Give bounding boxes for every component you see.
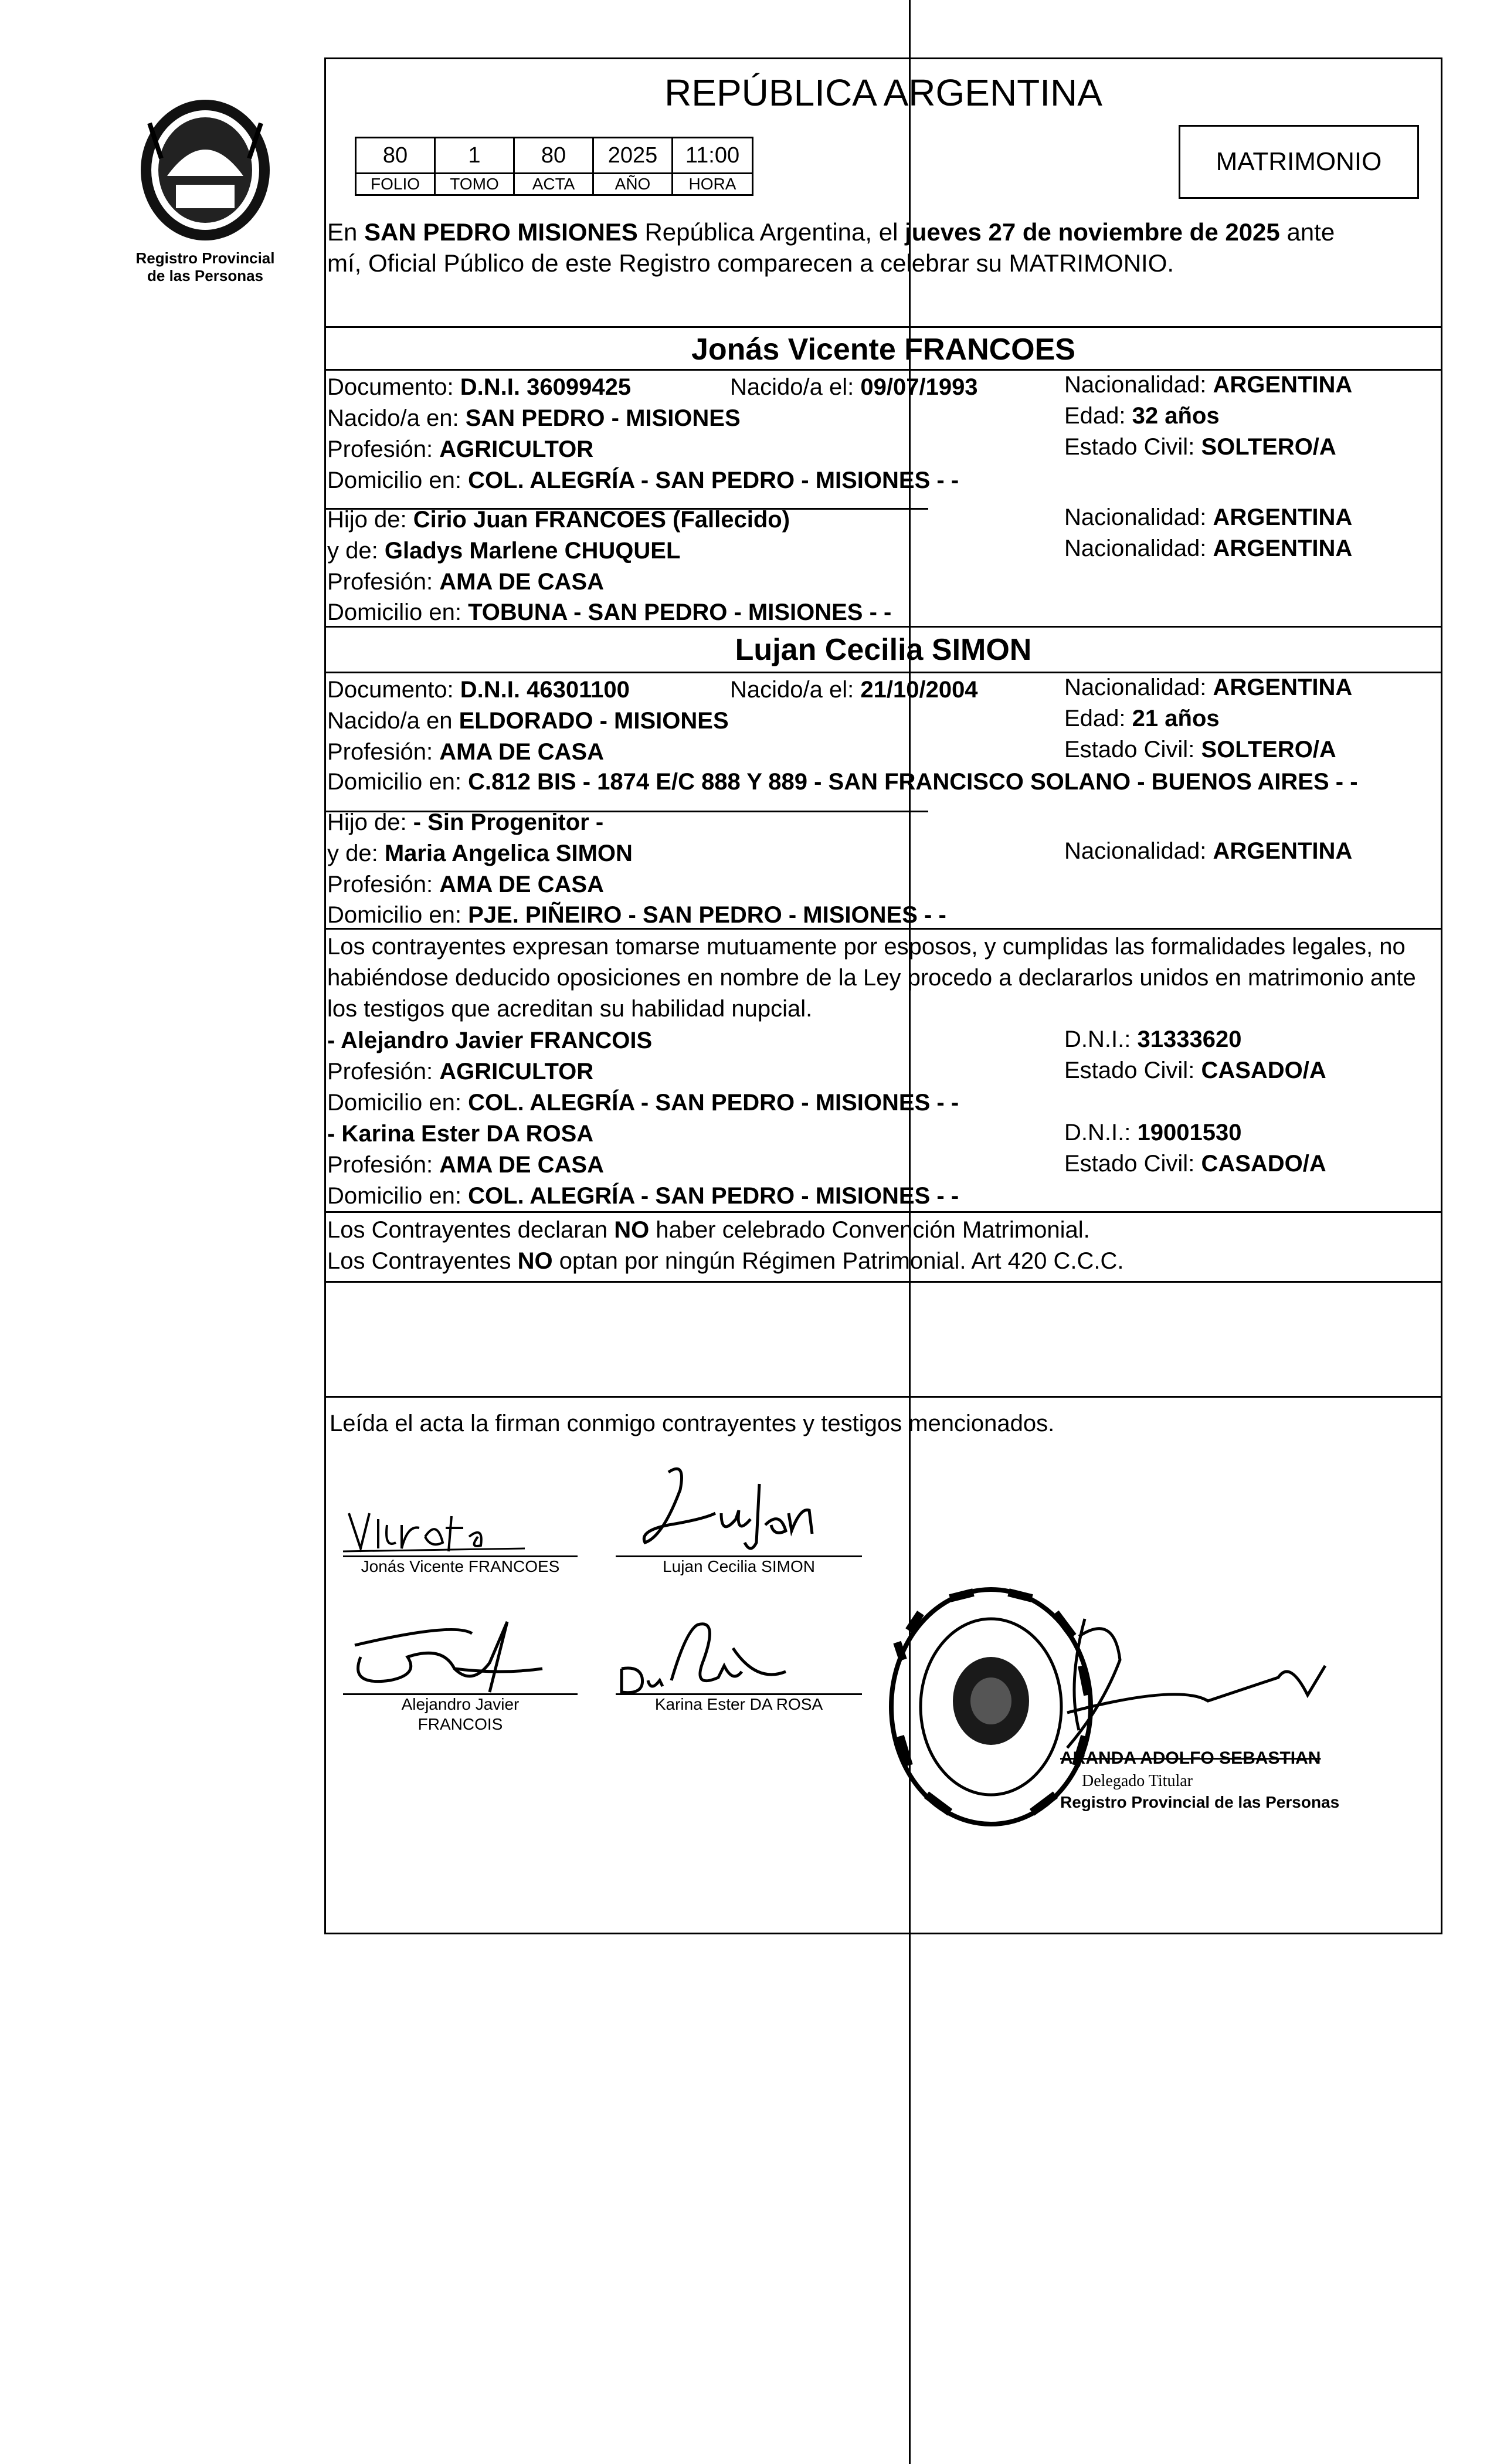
intro-pre: En [327,218,365,246]
spouse1-padre [327,506,790,534]
value: D.N.I. 36099425 [460,374,632,400]
value: 31333620 [1137,1026,1242,1052]
value: AMA DE CASA [439,1152,604,1178]
label: Estado Civil: [1064,737,1195,762]
spouse1-prof-padres [327,568,604,596]
province-seal-icon [126,88,284,246]
acta-label: ACTA [513,172,594,196]
convention-line1 [327,1216,1090,1244]
witness1-domicilio [327,1089,959,1117]
value: SOLTERO/A [1201,434,1336,460]
logo-caption-line2: de las Personas [147,267,263,284]
official-signature [1032,1613,1337,1765]
value: 19001530 [1137,1120,1242,1145]
witness1-profesion [327,1058,593,1086]
signature-label-alejandro-l1: Alejandro Javier [401,1695,520,1713]
signature-label-karina: Karina Ester DA ROSA [654,1695,823,1713]
spouse2-madre [327,839,633,867]
anio-label: AÑO [592,172,673,196]
convention-line2 [327,1247,1124,1275]
value: ARGENTINA [1213,535,1353,561]
label: Profesión: [327,872,433,897]
value: 09/07/1993 [860,374,978,400]
label: Domicilio en: [327,1090,461,1116]
spouse1-madre [327,537,680,565]
divider [324,1396,1442,1398]
value: ELDORADO - MISIONES [459,708,729,734]
value: CASADO/A [1201,1058,1326,1083]
value: AMA DE CASA [439,872,604,897]
label: Hijo de: [327,507,407,533]
closing-text: Leída el acta la firman conmigo contrayentes y testigos mencionados. [330,1411,1055,1436]
label: Nacionalidad: [1064,838,1207,864]
folio-label: FOLIO [355,172,436,196]
spouse2-madre-nac [1064,837,1352,865]
spouse1-estado [1064,433,1336,461]
label: Hijo de: [327,809,407,835]
value: 32 años [1132,403,1220,429]
signature-label-jonas: Jonás Vicente FRANCOES [361,1557,560,1575]
value: Maria Angelica SIMON [384,840,633,866]
spouse2-profesion [327,738,604,766]
label: Documento: [327,677,454,703]
label: Profesión: [327,1059,433,1084]
value: PJE. PIÑEIRO - SAN PEDRO - MISIONES - - [468,902,946,928]
witness1-estado [1064,1056,1326,1084]
spouse1-dom-padres [327,598,891,626]
label: Profesión: [327,1152,433,1178]
witness2-domicilio [327,1182,959,1210]
value: Gladys Marlene CHUQUEL [384,538,681,564]
label: Domicilio en: [327,599,461,625]
intro-mid: República Argentina, el [637,218,905,246]
spouse2-domicilio [327,768,1358,796]
label: Nacido/a en [327,708,453,734]
intro-post: ante [1279,218,1335,246]
label: Nacionalidad: [1064,675,1207,700]
label: Nacido/a en: [327,405,459,431]
label: y de: [327,538,378,564]
intro-line2: mí, Oficial Público de este Registro comparecen a celebrar su MATRIMONIO. [327,249,1174,277]
spouse1-profesion [327,435,593,463]
value: AMA DE CASA [439,569,604,595]
witness2-name: - Karina Ester DA ROSA [327,1121,594,1147]
label: y de: [327,840,378,866]
value: TOBUNA - SAN PEDRO - MISIONES - - [468,599,892,625]
spouse1-padre-nac [1064,503,1352,531]
spouse2-prof-padres [327,870,604,899]
value: SOLTERO/A [1201,737,1336,762]
act-type: MATRIMONIO [1216,147,1382,176]
label: Estado Civil: [1064,1151,1195,1177]
spouse2-dom-padres [327,901,946,929]
signature-label-alejandro-l2: FRANCOIS [417,1715,503,1733]
value: CASADO/A [1201,1151,1326,1177]
value: D.N.I. 46301100 [460,677,630,703]
divider [324,326,1442,328]
value: AGRICULTOR [439,1059,594,1084]
signature-karina [616,1613,809,1701]
text: optan por ningún Régimen Patrimonial. Art 420 C.C.C. [552,1248,1124,1274]
value: COL. ALEGRÍA - SAN PEDRO - MISIONES - - [468,1090,959,1116]
signature-lujan [633,1460,844,1560]
value: ARGENTINA [1213,504,1353,530]
spouse1-documento [327,373,631,401]
label: Profesión: [327,436,433,462]
witness2-dni [1064,1119,1241,1147]
witness2-profesion [327,1151,604,1179]
witness1-dni [1064,1025,1241,1053]
label: Domicilio en: [327,902,461,928]
text-bold: NO [614,1217,650,1243]
folio-value: 80 [355,137,436,174]
value: COL. ALEGRÍA - SAN PEDRO - MISIONES - - [468,467,959,493]
hora-label: HORA [671,172,753,196]
label: Profesión: [327,569,433,595]
page-title: REPÚBLICA ARGENTINA [664,72,1102,114]
province-logo [126,88,284,246]
official-stamp-title: Delegado Titular [1082,1772,1193,1790]
text: Los Contrayentes declaran [327,1217,615,1243]
label: Domicilio en: [327,769,461,795]
label: Nacionalidad: [1064,535,1207,561]
witness2-estado [1064,1150,1326,1178]
text-bold: NO [517,1248,553,1274]
value: COL. ALEGRÍA - SAN PEDRO - MISIONES - - [468,1183,959,1209]
value: C.812 BIS - 1874 E/C 888 Y 889 - SAN FRANCISCO SOLANO - BUENOS AIRES - - [468,769,1358,795]
text: haber celebrado Convención Matrimonial. [649,1217,1090,1243]
spouse1-domicilio [327,466,959,494]
declaration-line1: Los contrayentes expresan tomarse mutuamente por esposos, y cumplidas las formalidades legales, no [327,934,1406,960]
label: Nacido/a el: [730,677,854,703]
value: ARGENTINA [1213,838,1353,864]
spouse1-nacido-el [730,373,978,401]
label: D.N.I.: [1064,1026,1131,1052]
label: Domicilio en: [327,1183,461,1209]
declaration-line2: habiéndose deducido oposiciones en nombre de la Ley procedo a declararlos unidos en matrimonio ante [327,965,1416,991]
label: Estado Civil: [1064,1058,1195,1083]
intro-date: jueves 27 de noviembre de 2025 [905,218,1280,246]
value: ARGENTINA [1213,372,1353,398]
spouse2-documento [327,676,630,704]
value: Cirio Juan FRANCOES (Fallecido) [413,507,790,533]
intro-line1 [327,218,1335,246]
spouse2-nacido-en [327,707,729,735]
label: Nacionalidad: [1064,372,1207,398]
value: SAN PEDRO - MISIONES [465,405,741,431]
official-stamp-org: Registro Provincial de las Personas [1060,1793,1340,1811]
spouse1-edad [1064,402,1220,430]
hora-value: 11:00 [671,137,753,174]
label: Nacido/a el: [730,374,854,400]
spouse1-nacionalidad [1064,371,1352,399]
official-stamp-name: ARANDA ADOLFO SEBASTIAN [1060,1748,1321,1768]
anio-value: 2025 [592,137,673,174]
label: Estado Civil: [1064,434,1195,460]
spouse2-estado [1064,736,1336,764]
label: Documento: [327,374,454,400]
value: 21 años [1132,706,1220,731]
value: 21/10/2004 [860,677,978,703]
act-type-box [1179,125,1419,199]
label: Edad: [1064,403,1126,429]
label: Nacionalidad: [1064,504,1207,530]
divider [324,1211,1442,1213]
intro-place: SAN PEDRO MISIONES [364,218,638,246]
value: ARGENTINA [1213,675,1353,700]
logo-caption-line1: Registro Provincial [135,249,275,267]
spouse1-madre-nac [1064,534,1352,562]
divider [324,1281,1442,1283]
spouse2-name: Lujan Cecilia SIMON [735,633,1032,667]
spouse2-nacionalidad [1064,673,1352,701]
witness1-name: - Alejandro Javier FRANCOIS [327,1028,653,1053]
label: Edad: [1064,706,1126,731]
label: D.N.I.: [1064,1120,1131,1145]
spouse1-nacido-en [327,404,741,432]
signature-label-lujan: Lujan Cecilia SIMON [663,1557,815,1575]
acta-value: 80 [513,137,594,174]
value: AGRICULTOR [439,436,594,462]
spouse1-name: Jonás Vicente FRANCOES [691,333,1075,367]
declaration-line3: los testigos que acreditan su habilidad nupcial. [327,996,813,1022]
label: Profesión: [327,739,433,765]
tomo-value: 1 [434,137,515,174]
label: Domicilio en: [327,467,461,493]
spouse2-nacido-el [730,676,978,704]
value: - Sin Progenitor - [413,809,604,835]
tomo-label: TOMO [434,172,515,196]
text: Los Contrayentes [327,1248,518,1274]
spouse2-edad [1064,704,1220,733]
signature-alejandro [337,1610,560,1698]
value: AMA DE CASA [439,739,604,765]
spouse2-padre [327,808,603,836]
